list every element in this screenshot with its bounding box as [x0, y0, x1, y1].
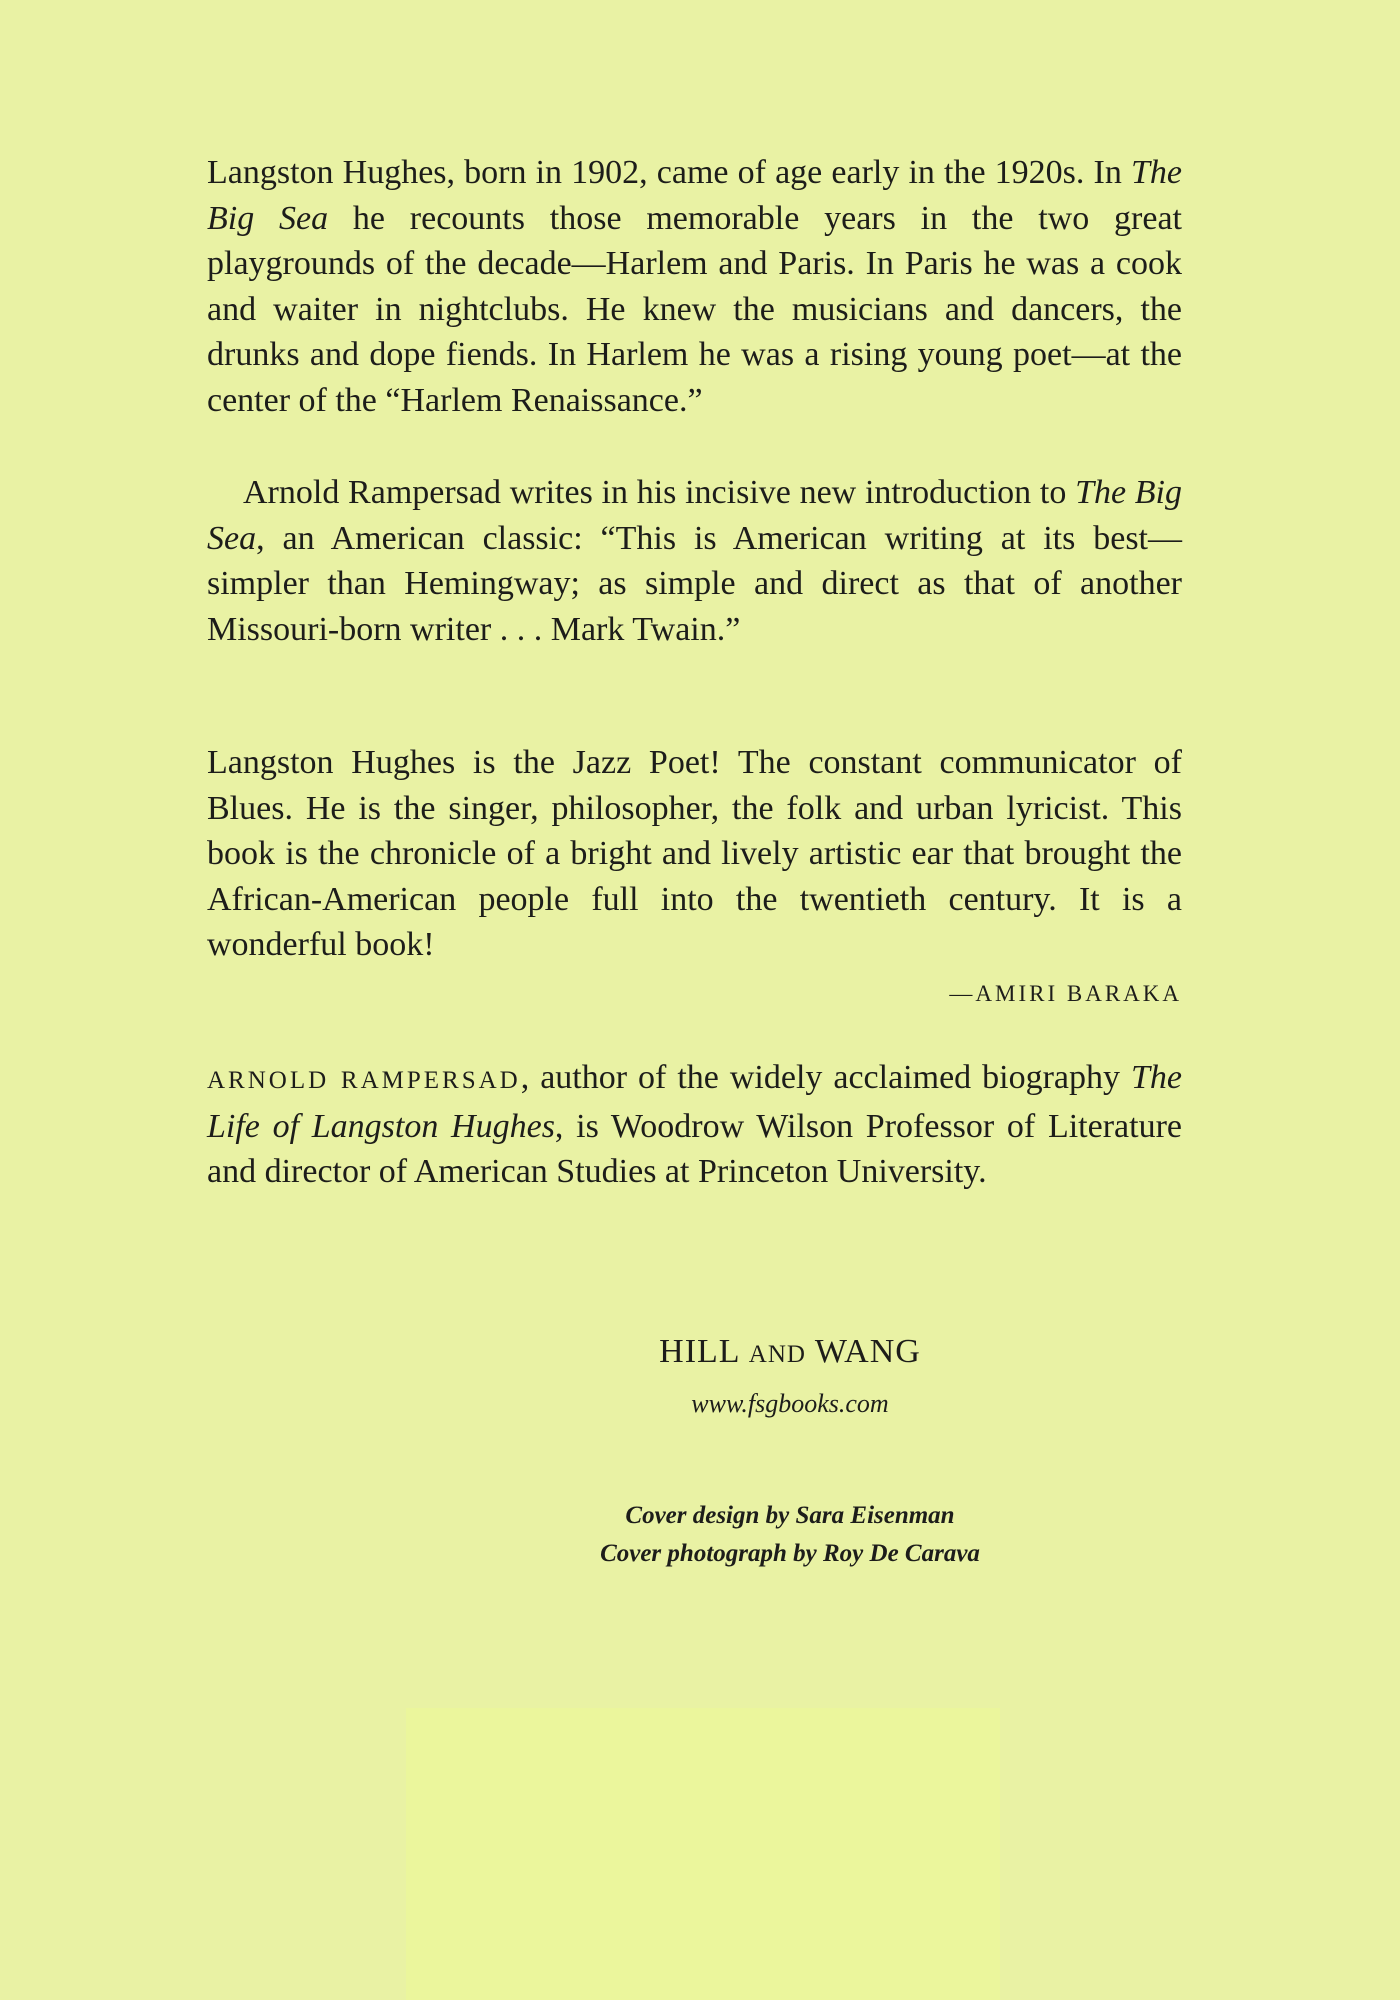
publisher-and: AND [748, 1341, 806, 1368]
summary-paragraph [207, 150, 1182, 423]
quote-text-start: Arnold Rampersad writes in his incisive new introduction to [243, 474, 1076, 511]
blurb-attribution: —AMIRI BARAKA [949, 981, 1182, 1006]
publisher-url: www.fsgbooks.com [691, 1389, 889, 1418]
cover-photo-credit: Cover photograph by Roy De Carava [600, 1540, 980, 1567]
book-title: The Big Sea [207, 154, 1182, 237]
publisher-hill: HILL [659, 1333, 749, 1370]
book-title: The Big Sea [207, 474, 1183, 557]
blurb-text: Langston Hughes is the Jazz Poet! The constant communicator of Blues. He is the singer, philosopher, the folk and urban lyricist. This book is the chronicle of a bright and lively artistic ear that brought the African-American people full into the twentieth century. It is a wonderful book! [207, 744, 1182, 963]
cover-design-credit: Cover design by Sara Eisenman [625, 1502, 955, 1529]
publisher-wang: WANG [805, 1333, 921, 1370]
bio-text-end: , is Woodrow Wilson Professor of Literature and director of American Studies at Princeton University. [207, 1107, 1182, 1190]
bio-text-start: , author of the widely acclaimed biography [520, 1059, 1131, 1096]
rampersad-quote-paragraph [207, 470, 1182, 652]
barcode-area [406, 1708, 1000, 2000]
publisher-name [90, 1333, 1400, 1371]
quote-text-end: , an American classic: “This is American writing at its best—simpler than Hemingway; as simple and direct as that of another Missouri-born writer . . . Mark Twain.” [207, 519, 1182, 648]
author-bio [207, 1055, 1182, 1195]
baraka-blurb [207, 740, 1182, 968]
bio-name: ARNOLD RAMPERSAD [207, 1067, 521, 1094]
summary-text-start: Langston Hughes, born in 1902, came of age early in the 1920s. In [207, 154, 1131, 191]
bio-book-title: The Life of Langston Hughes [207, 1059, 1182, 1145]
summary-text-end: he recounts those memorable years in the two great playgrounds of the decade—Harlem and Paris. In Paris he was a cook and waiter in nightclubs. He knew the musicians and dancers, the drunks and dope fiends. In Harlem he was a rising young poet—at the center of the “Harlem Renaissance.” [207, 199, 1182, 419]
